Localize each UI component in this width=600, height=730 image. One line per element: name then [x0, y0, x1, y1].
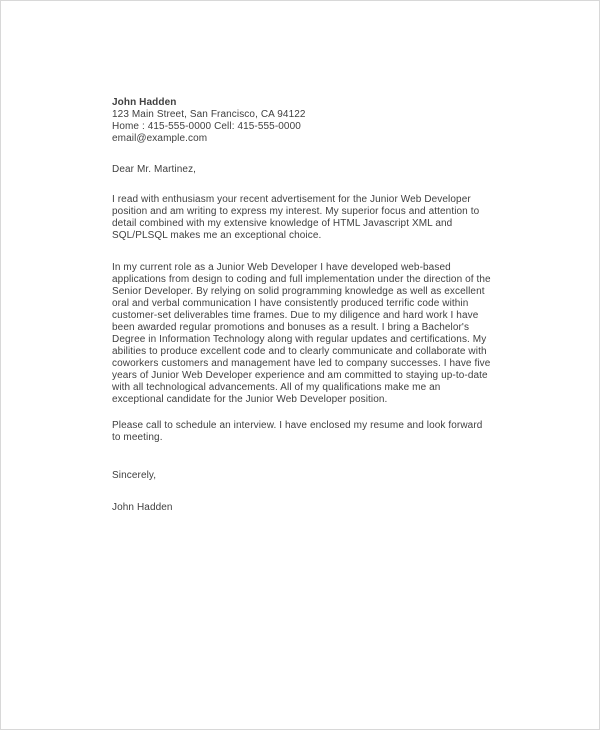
paragraph-call-to-action: Please call to schedule an interview. I have enclosed my resume and look forward to meeting. — [112, 420, 483, 443]
letter-body — [112, 97, 492, 514]
sender-block — [112, 97, 492, 145]
signature: John Hadden — [112, 502, 173, 513]
paragraph-introduction: I read with enthusiasm your recent advertisement for the Junior Web Developer position and am writing to express my interest. My superior focus and attention to detail combined with my extensive knowledge of HTML Javascript XML and SQL/PLSQL makes me an exceptional choice. — [112, 194, 480, 241]
sender-address: 123 Main Street, San Francisco, CA 94122 — [112, 109, 306, 120]
sender-phones: Home : 415-555-0000 Cell: 415-555-0000 — [112, 121, 301, 132]
paragraph-experience: In my current role as a Junior Web Developer I have developed web-based applications from design to coding and full implementation under the direction of the Senior Developer. By relying on solid programming knowledge as well as excellent oral and verbal communication I have consistently produced terrific code within customer-set deliverables time frames. Due to my diligence and hard work I have been awarded regular promotions and bonuses as a result. I bring a Bachelor's Degree in Information Technology along with regular updates and certifications. My abilities to produce excellent code and to clearly communicate and collaborate with coworkers customers and management have led to company successes. I have five years of Junior Web Developer experience and am committed to staying up-to-date with all technological advancements. All of my qualifications make me an exceptional candidate for the Junior Web Developer position. — [112, 262, 491, 405]
sender-name: John Hadden — [112, 97, 177, 108]
salutation: Dear Mr. Martinez, — [112, 164, 197, 175]
sender-email: email@example.com — [112, 133, 208, 144]
closing: Sincerely, — [112, 470, 157, 481]
